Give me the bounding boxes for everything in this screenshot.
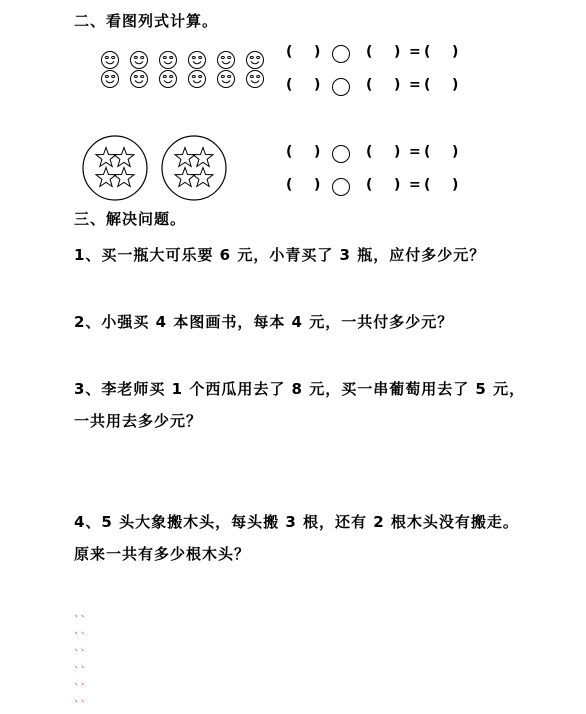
open-paren: ( <box>286 144 293 160</box>
footer-mark: 、、 <box>74 606 93 619</box>
problem-3-text-line-1: 3、李老师买 1 个西瓜用去了 8 元，买一串葡萄用去了 5 元， <box>74 380 526 398</box>
open-paren: ( <box>286 77 293 93</box>
problem-3-text-line-2: 一共用去多少元？ <box>74 412 203 430</box>
footer-mark: 、、 <box>74 623 93 636</box>
section-3-title: 三、解决问题。 <box>74 210 187 228</box>
close-paren: ) <box>452 144 459 160</box>
problem-4-text-line-2: 原来一共有多少根木头？ <box>74 545 251 563</box>
operator-circle[interactable] <box>332 78 350 96</box>
footer-mark: 、、 <box>74 640 93 653</box>
equals-sign: = <box>409 144 421 160</box>
open-paren: ( <box>424 44 431 60</box>
open-paren: ( <box>424 144 431 160</box>
open-paren: ( <box>286 44 293 60</box>
open-paren: ( <box>366 177 373 193</box>
close-paren: ) <box>452 44 459 60</box>
close-paren: ) <box>394 44 401 60</box>
close-paren: ) <box>394 77 401 93</box>
footer-mark: 、、 <box>74 674 93 687</box>
section-2-title: 二、看图列式计算。 <box>74 12 219 30</box>
open-paren: ( <box>366 144 373 160</box>
open-paren: ( <box>286 177 293 193</box>
equation-row-4 <box>0 177 586 197</box>
problem-1-text: 1、买一瓶大可乐要 6 元，小青买了 3 瓶，应付多少元？ <box>74 246 486 264</box>
operator-circle[interactable] <box>332 178 350 196</box>
equation-row-2 <box>0 77 586 97</box>
close-paren: ) <box>314 177 321 193</box>
equals-sign: = <box>409 177 421 193</box>
operator-circle[interactable] <box>332 145 350 163</box>
footer-mark: 、、 <box>74 657 93 670</box>
open-paren: ( <box>366 44 373 60</box>
close-paren: ) <box>452 77 459 93</box>
close-paren: ) <box>394 177 401 193</box>
close-paren: ) <box>314 44 321 60</box>
close-paren: ) <box>394 144 401 160</box>
equation-row-1 <box>0 44 586 64</box>
problem-2-text: 2、小强买 4 本图画书，每本 4 元，一共付多少元？ <box>74 313 454 331</box>
open-paren: ( <box>424 77 431 93</box>
equals-sign: = <box>409 44 421 60</box>
equals-sign: = <box>409 77 421 93</box>
operator-circle[interactable] <box>332 45 350 63</box>
problem-4-text-line-1: 4、5 头大象搬木头，每头搬 3 根，还有 2 根木头没有搬走。 <box>74 513 519 531</box>
close-paren: ) <box>452 177 459 193</box>
open-paren: ( <box>424 177 431 193</box>
open-paren: ( <box>366 77 373 93</box>
equation-row-3 <box>0 144 586 164</box>
close-paren: ) <box>314 144 321 160</box>
footer-mark: 、、 <box>74 691 93 704</box>
close-paren: ) <box>314 77 321 93</box>
